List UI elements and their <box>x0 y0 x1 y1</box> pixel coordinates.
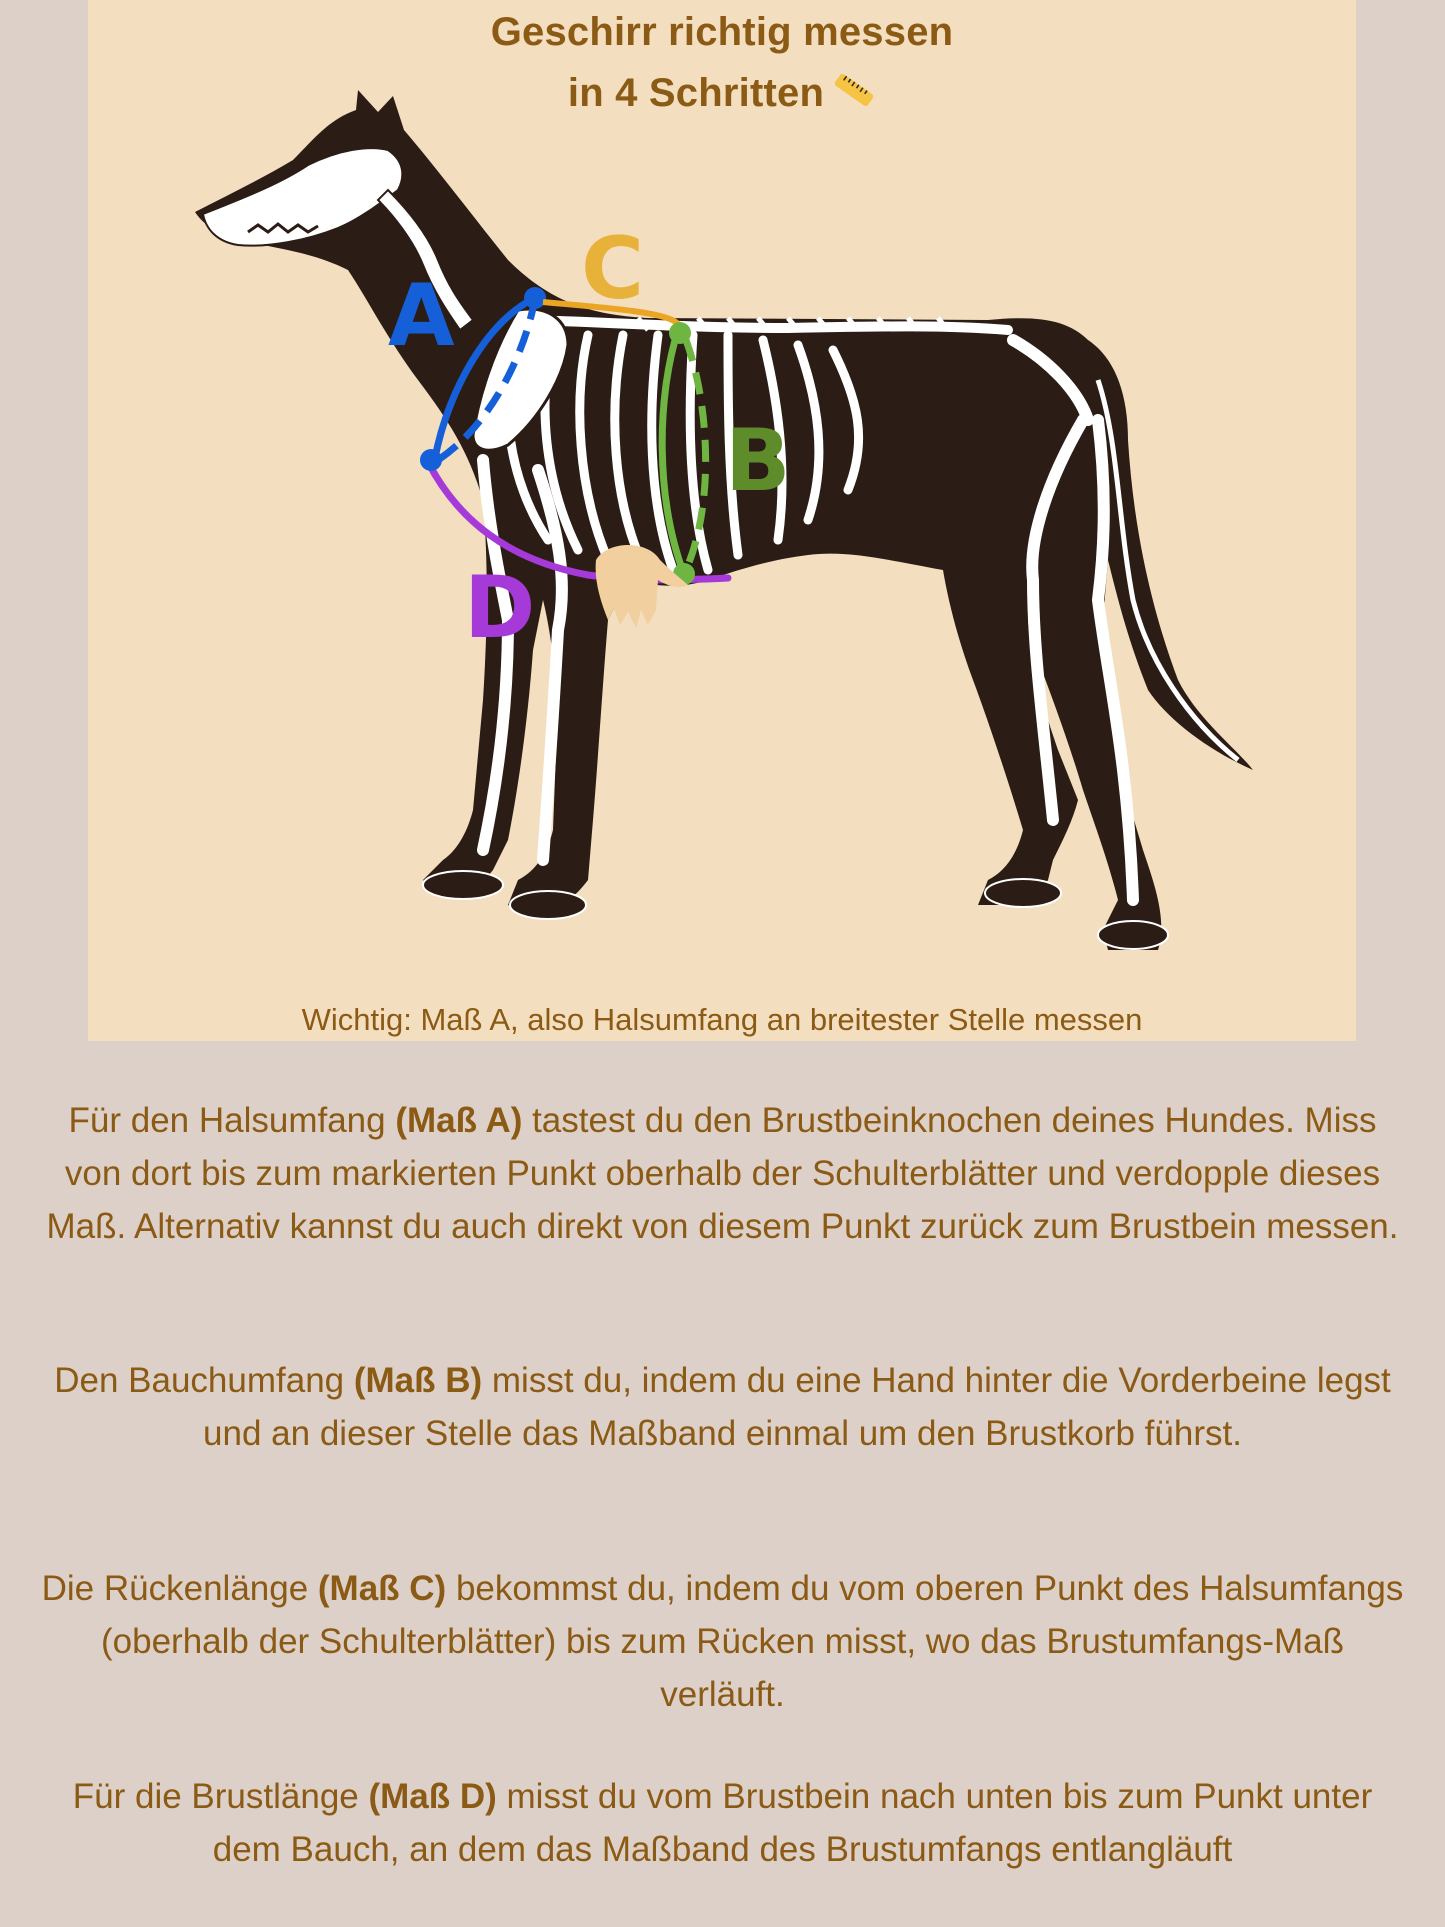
paragraph-text: Die Rückenlänge <box>41 1569 318 1608</box>
paragraph-bold-label: (Maß C) <box>317 1569 447 1608</box>
ruler-icon <box>832 67 876 128</box>
paragraph-text: Für die Brustlänge <box>72 1777 369 1816</box>
paragraph-text: misst du, indem du eine Hand hinter die Vorderbeine legst und an dieser Stelle das Maßband einmal um den Brustkorb führst. <box>203 1361 1391 1453</box>
dog-skeleton-illustration <box>88 0 1356 1000</box>
title-line-2 <box>88 63 1356 128</box>
paragraph-text: Für den Halsumfang <box>68 1101 396 1140</box>
paragraph-text: misst du vom Brustbein nach unten bis zum Punkt unter dem Bauch, an dem das Maßband des Brustumfangs entlangläuft <box>212 1777 1373 1869</box>
title-line-2-text: in 4 Schritten <box>567 71 825 115</box>
paragraph-text: Den Bauchumfang <box>54 1361 354 1400</box>
paragraph-bold-label: (Maß B) <box>353 1361 483 1400</box>
paragraph-text: tastest du den Brustbeinknochen deines Hundes. Miss von dort bis zum markierten Punkt oberhalb der Schulterblätter und verdopple dieses Maß. Alternativ kannst du auch direkt von diesem Punkt zurück zum Brustbein messen. <box>46 1101 1399 1246</box>
paragraph-bold-label: (Maß A) <box>395 1101 523 1140</box>
important-note: Wichtig: Maß A, also Halsumfang an breitester Stelle messen <box>301 1002 1143 1037</box>
label-d: D <box>464 558 536 658</box>
page-title <box>88 2 1356 128</box>
paragraph-mass-a <box>40 1094 1405 1253</box>
label-b: B <box>725 411 791 511</box>
paragraph-bold-label: (Maß D) <box>368 1777 497 1816</box>
paragraph-mass-c <box>40 1562 1405 1721</box>
title-line-1: Geschirr richtig messen <box>490 10 954 54</box>
paragraph-text: bekommst du, indem du vom oberen Punkt des Halsumfangs (oberhalb der Schulterblätter) bis zum Rücken misst, wo das Brustumfangs-Maß verläuft. <box>101 1569 1404 1714</box>
infographic-panel <box>88 0 1356 1041</box>
paragraph-mass-d <box>40 1770 1405 1876</box>
paragraph-mass-b <box>40 1354 1405 1460</box>
label-c: C <box>581 219 645 319</box>
label-a: A <box>388 266 455 366</box>
